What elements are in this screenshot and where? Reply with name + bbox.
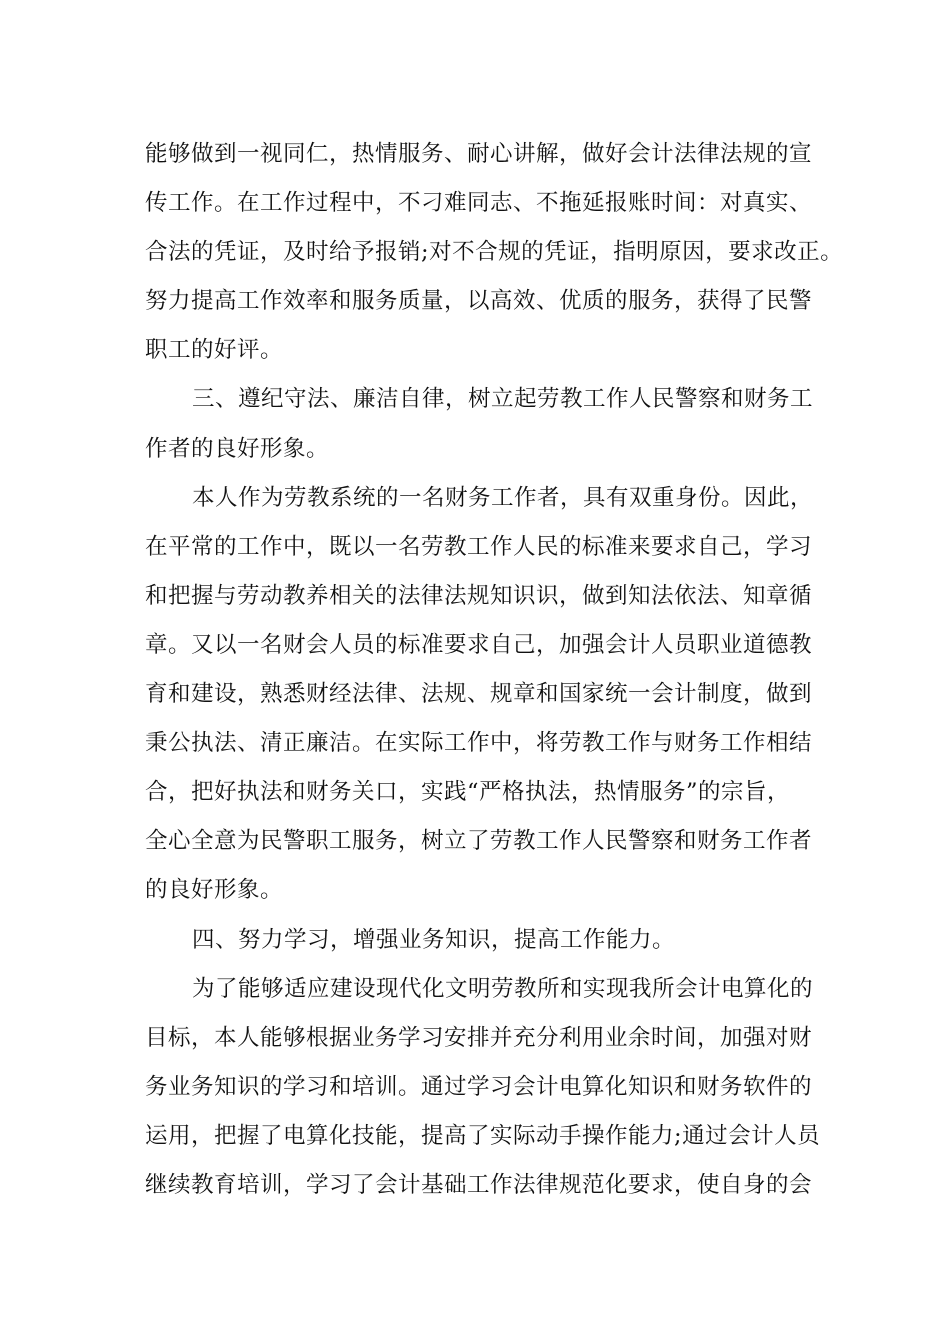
text-line: 全心全意为民警职工服务，树立了劳教工作人民警察和财务工作者 [145, 828, 813, 855]
text-line: 继续教育培训，学习了会计基础工作法律规范化要求，使自身的会 [145, 1171, 813, 1198]
paragraph-start: 本人作为劳教系统的一名财务工作者，具有双重身份。因此， [192, 484, 814, 511]
text-line: 目标，本人能够根据业务学习安排并充分利用业余时间，加强对财 [145, 1024, 813, 1051]
text-line: 职工的好评。 [145, 337, 284, 364]
text-line: 合，把好执法和财务关口，实践“严格执法，热情服务”的宗旨， [145, 779, 791, 806]
section-heading-3: 三、遵纪守法、廉洁自律，树立起劳教工作人民警察和财务工 [192, 386, 814, 413]
section-heading-4: 四、努力学习，增强业务知识，提高工作能力。 [192, 926, 676, 953]
text-line: 在平常的工作中，既以一名劳教工作人民的标准来要求自己，学习 [145, 533, 813, 560]
text-line: 运用，把握了电算化技能，提高了实际动手操作能力;通过会计人员 [145, 1122, 821, 1149]
text-line: 秉公执法、清正廉洁。在实际工作中，将劳教工作与财务工作相结 [145, 730, 813, 757]
paragraph-start: 为了能够适应建设现代化文明劳教所和实现我所会计电算化的 [192, 975, 814, 1002]
text-line: 传工作。在工作过程中，不刁难同志、不拖延报账时间：对真实、 [145, 190, 813, 217]
text-line: 合法的凭证，及时给予报销;对不合规的凭证，指明原因，要求改正。 [145, 239, 844, 266]
text-line: 章。又以一名财会人员的标准要求自己，加强会计人员职业道德教 [145, 631, 813, 658]
text-line: 作者的良好形象。 [145, 435, 330, 462]
text-line: 能够做到一视同仁，热情服务、耐心讲解，做好会计法律法规的宣 [145, 141, 813, 167]
body-text [145, 130, 844, 1210]
text-line: 努力提高工作效率和服务质量，以高效、优质的服务，获得了民警 [145, 288, 813, 315]
text-line: 的良好形象。 [145, 877, 284, 904]
text-line: 育和建设，熟悉财经法律、法规、规章和国家统一会计制度，做到 [145, 681, 813, 708]
text-line: 和把握与劳动教养相关的法律法规知识识，做到知法依法、知章循 [145, 582, 813, 609]
text-line: 务业务知识的学习和培训。通过学习会计电算化知识和财务软件的 [145, 1073, 813, 1100]
